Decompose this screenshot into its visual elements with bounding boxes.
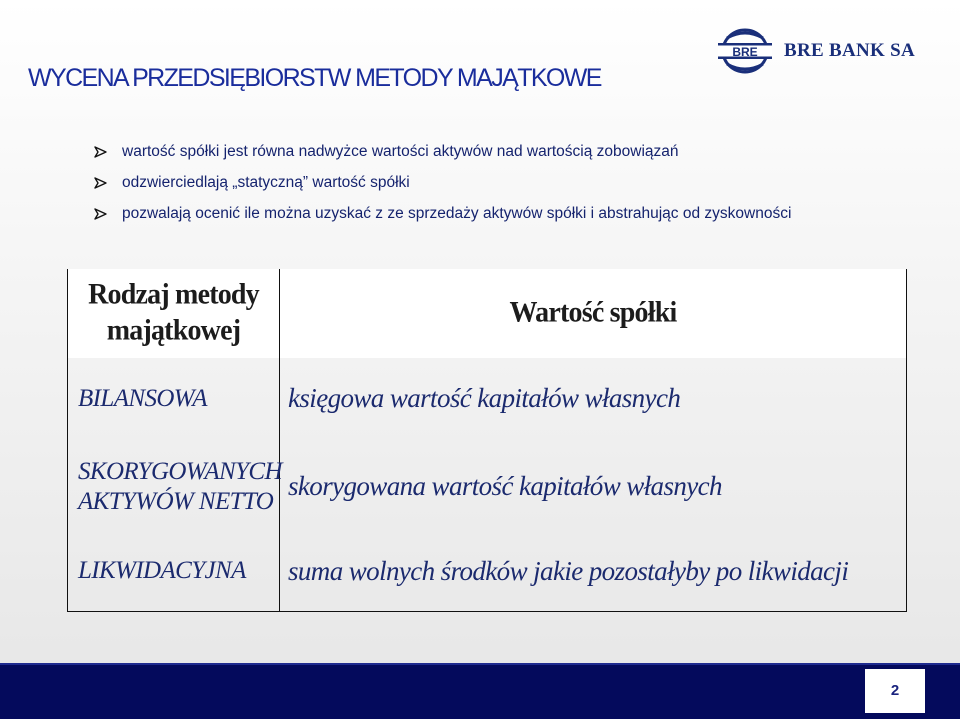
arrow-bullet-icon [94, 146, 108, 158]
bullet-text: pozwalają ocenić ile można uzyskać z ze sprzedaży aktywów spółki i abstrahując od zyskowności [122, 205, 792, 222]
bullet-text: wartość spółki jest równa nadwyżce wartości aktywów nad wartością zobowiązań [122, 143, 679, 160]
table-row [68, 532, 907, 612]
header-method-type: Rodzaj metody majątkowej [68, 267, 280, 357]
arrow-bullet-icon [94, 208, 108, 220]
bullet-item [94, 142, 854, 162]
method-cell: BILANSOWA [68, 356, 280, 442]
bre-globe-logo-icon [718, 28, 772, 74]
methods-table [67, 269, 907, 612]
value-cell: księgowa wartość kapitałów własnych [280, 356, 907, 442]
page-number: 2 [865, 669, 925, 713]
slide-title: WYCENA PRZEDSIĘBIORSTW METODY MAJĄTKOWE [28, 64, 601, 92]
value-cell: skorygowana wartość kapitałów własnych [280, 442, 907, 532]
svg-text:BRE: BRE [732, 45, 758, 59]
bullet-item [94, 204, 854, 224]
footer-bar [0, 663, 960, 719]
table-row [68, 356, 907, 442]
method-cell: SKORYGOWANYCH AKTYWÓW NETTO [68, 442, 280, 532]
table-row [68, 442, 907, 532]
bre-bank-logo [718, 28, 915, 74]
header-company-value: Wartość spółki [280, 267, 907, 357]
bullet-text: odzwierciedlają „statyczną” wartość spółki [122, 174, 410, 191]
bullet-list [94, 142, 854, 235]
bank-name: BRE BANK SA [784, 40, 916, 61]
bullet-item [94, 173, 854, 193]
value-cell: suma wolnych środków jakie pozostałyby po likwidacji [280, 532, 907, 612]
method-cell: LIKWIDACYJNA [68, 532, 280, 612]
arrow-bullet-icon [94, 177, 108, 189]
